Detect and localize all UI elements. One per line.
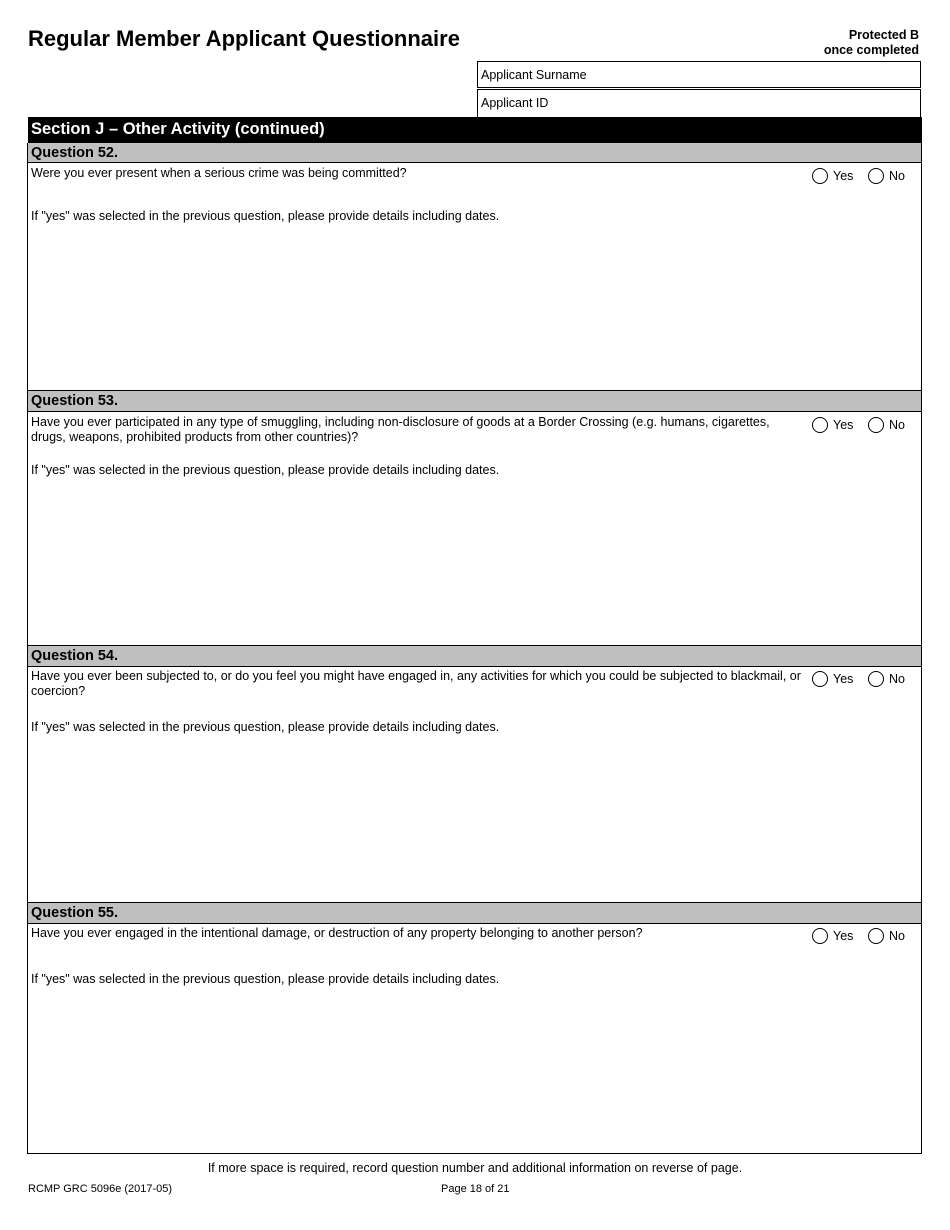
question-52-details-field[interactable]	[31, 228, 921, 392]
yes-label: Yes	[833, 672, 854, 686]
radio-circle-icon	[812, 168, 828, 184]
no-label: No	[889, 929, 905, 943]
question-55-header: Question 55.	[28, 902, 921, 924]
question-52-text: Were you ever present when a serious crime was being committed?	[31, 166, 407, 180]
protection-note: once completed	[823, 43, 919, 57]
question-52-no-radio[interactable]	[868, 168, 905, 184]
question-55-answer	[812, 928, 922, 948]
question-55-text: Have you ever engaged in the intentional damage, or destruction of any property belonging to another person?	[31, 926, 643, 940]
question-54-answer	[812, 671, 922, 691]
applicant-surname-field[interactable]	[578, 64, 916, 87]
protection-label: Protected B	[848, 28, 919, 42]
yes-label: Yes	[833, 929, 854, 943]
question-54-details-prompt: If "yes" was selected in the previous question, please provide details including dates.	[31, 720, 500, 734]
applicant-id-field[interactable]	[578, 92, 916, 115]
question-54-header: Question 54.	[28, 645, 921, 667]
radio-circle-icon	[812, 417, 828, 433]
no-label: No	[889, 169, 905, 183]
question-52-yes-radio[interactable]	[812, 168, 853, 184]
question-54-details-field[interactable]	[31, 739, 921, 903]
question-55-no-radio[interactable]	[868, 928, 905, 944]
question-54-no-radio[interactable]	[868, 671, 905, 687]
question-53-header: Question 53.	[28, 390, 921, 412]
question-53-answer	[812, 417, 922, 437]
yes-label: Yes	[833, 418, 854, 432]
radio-circle-icon	[868, 417, 884, 433]
form-id: RCMP GRC 5096e (2017-05)	[28, 1183, 173, 1195]
page-number: Page 18 of 21	[441, 1183, 510, 1195]
no-label: No	[889, 672, 905, 686]
question-54-yes-radio[interactable]	[812, 671, 853, 687]
yes-label: Yes	[833, 169, 854, 183]
question-55-details-field[interactable]	[31, 991, 921, 1153]
question-55-details-prompt: If "yes" was selected in the previous question, please provide details including dates.	[31, 972, 500, 986]
question-52-header: Question 52.	[28, 143, 921, 163]
question-53-details-field[interactable]	[31, 482, 921, 646]
radio-circle-icon	[868, 671, 884, 687]
page-title: Regular Member Applicant Questionnaire	[28, 26, 460, 51]
protection-level	[824, 28, 919, 58]
section-header: Section J – Other Activity (continued)	[28, 117, 922, 143]
question-54-text: Have you ever been subjected to, or do you feel you might have engaged in, any activities for which you could be subjected to blackmail, or coercion?	[31, 669, 801, 698]
question-53-details-prompt: If "yes" was selected in the previous question, please provide details including dates.	[31, 463, 500, 477]
question-53-no-radio[interactable]	[868, 417, 905, 433]
question-53-text: Have you ever participated in any type of smuggling, including non-disclosure of goods at a Border Crossing (e.g. humans, cigarettes, drugs, weapons, prohibited products from other countries)?	[31, 415, 770, 444]
applicant-surname-box	[477, 61, 921, 88]
no-label: No	[889, 418, 905, 432]
question-52-details-prompt: If "yes" was selected in the previous question, please provide details including dates.	[31, 209, 500, 223]
applicant-id-label: Applicant ID	[481, 96, 549, 110]
radio-circle-icon	[812, 928, 828, 944]
question-55-yes-radio[interactable]	[812, 928, 853, 944]
question-53-yes-radio[interactable]	[812, 417, 853, 433]
radio-circle-icon	[812, 671, 828, 687]
applicant-id-box	[477, 89, 921, 118]
radio-circle-icon	[868, 928, 884, 944]
question-52-answer	[812, 168, 922, 188]
applicant-surname-label: Applicant Surname	[481, 68, 587, 82]
footer-note: If more space is required, record question number and additional information on reverse of page.	[207, 1161, 743, 1175]
radio-circle-icon	[868, 168, 884, 184]
